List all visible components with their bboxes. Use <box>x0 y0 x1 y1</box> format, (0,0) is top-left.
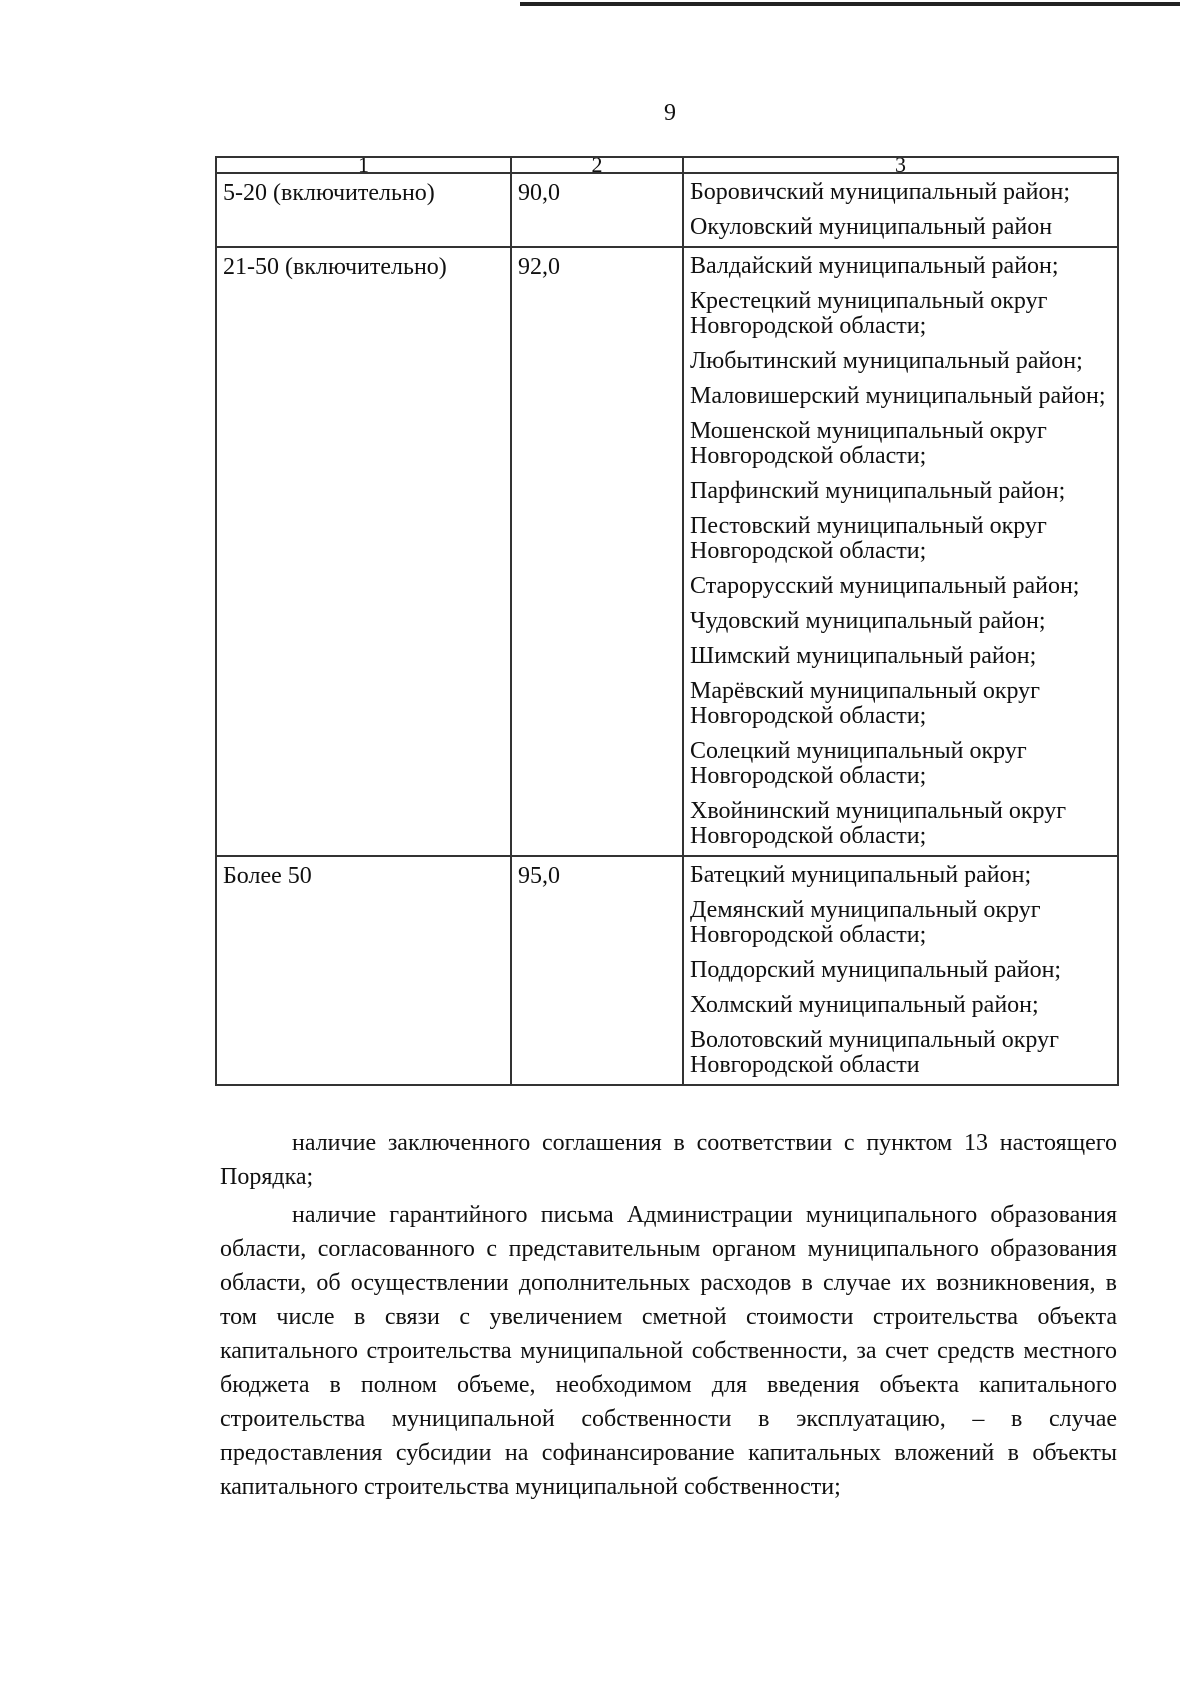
district-item: Боровичский муниципальный район; <box>690 179 1071 205</box>
districts-cell <box>683 247 1118 856</box>
district-item: Демянский муниципальный округ Новгородской области; <box>690 897 1041 948</box>
district-item: Холмский муниципальный район; <box>690 992 1039 1018</box>
range-cell: 21-50 (включительно) <box>216 247 511 856</box>
page-number: 9 <box>664 100 676 126</box>
district-item: Марёвский муниципальный округ Новгородской области; <box>690 678 1041 729</box>
value-cell: 90,0 <box>511 173 683 247</box>
district-item: Волотовский муниципальный округ Новгородской области <box>690 1027 1059 1078</box>
district-item: Валдайский муниципальный район; <box>690 253 1059 279</box>
value-cell: 92,0 <box>511 247 683 856</box>
subsidy-table <box>215 156 1119 1086</box>
district-list <box>690 863 1111 1078</box>
table-header-row <box>216 157 1118 173</box>
district-item: Окуловский муниципальный район <box>690 214 1053 240</box>
district-item: Хвойнинский муниципальный округ Новгородской области; <box>690 798 1067 849</box>
district-item: Мошенской муниципальный округ Новгородской области; <box>690 418 1047 469</box>
district-item: Пестовский муниципальный округ Новгородской области; <box>690 513 1047 564</box>
district-item: Чудовский муниципальный район; <box>690 608 1046 634</box>
body-paragraph-guarantee-letter: наличие гарантийного письма Администрации муниципального образования области, согласованного с представительным органом муниципального образования области, об осуществлении дополнительных расходов в случае их возникновения, в том числе в связи с увеличением сметной стоимости строительства объекта капитального строительства муниципальной собственности, за счет средств местного бюджета в полном объеме, необходимом для введения объекта капитального строительства муниципальной собственности в эксплуатацию, – в случае предоставления субсидии на софинансирование капитальных вложений в объекты капитального строительства муниципальной собственности; <box>220 1202 1117 1500</box>
district-item: Солецкий муниципальный округ Новгородской области; <box>690 738 1027 789</box>
district-item: Маловишерский муниципальный район; <box>690 383 1106 409</box>
district-item: Любытинский муниципальный район; <box>690 348 1083 374</box>
districts-cell <box>683 856 1118 1085</box>
district-item: Шимский муниципальный район; <box>690 643 1037 669</box>
range-cell: 5-20 (включительно) <box>216 173 511 247</box>
district-list <box>690 180 1111 240</box>
district-list <box>690 254 1111 849</box>
column-header-1: 1 <box>216 157 511 173</box>
top-rule <box>520 2 1180 6</box>
district-item: Поддорский муниципальный район; <box>690 957 1062 983</box>
table-row <box>216 173 1118 247</box>
value-cell: 95,0 <box>511 856 683 1085</box>
district-item: Крестецкий муниципальный округ Новгородской области; <box>690 288 1048 339</box>
district-item: Батецкий муниципальный район; <box>690 862 1032 888</box>
table-row <box>216 247 1118 856</box>
body-paragraph-agreement: наличие заключенного соглашения в соответствии с пунктом 13 настоящего Порядка; <box>220 1130 1117 1190</box>
districts-cell <box>683 173 1118 247</box>
table-row <box>216 856 1118 1085</box>
district-item: Парфинский муниципальный район; <box>690 478 1066 504</box>
column-header-3: 3 <box>683 157 1118 173</box>
district-item: Старорусский муниципальный район; <box>690 573 1080 599</box>
column-header-2: 2 <box>511 157 683 173</box>
range-cell: Более 50 <box>216 856 511 1085</box>
